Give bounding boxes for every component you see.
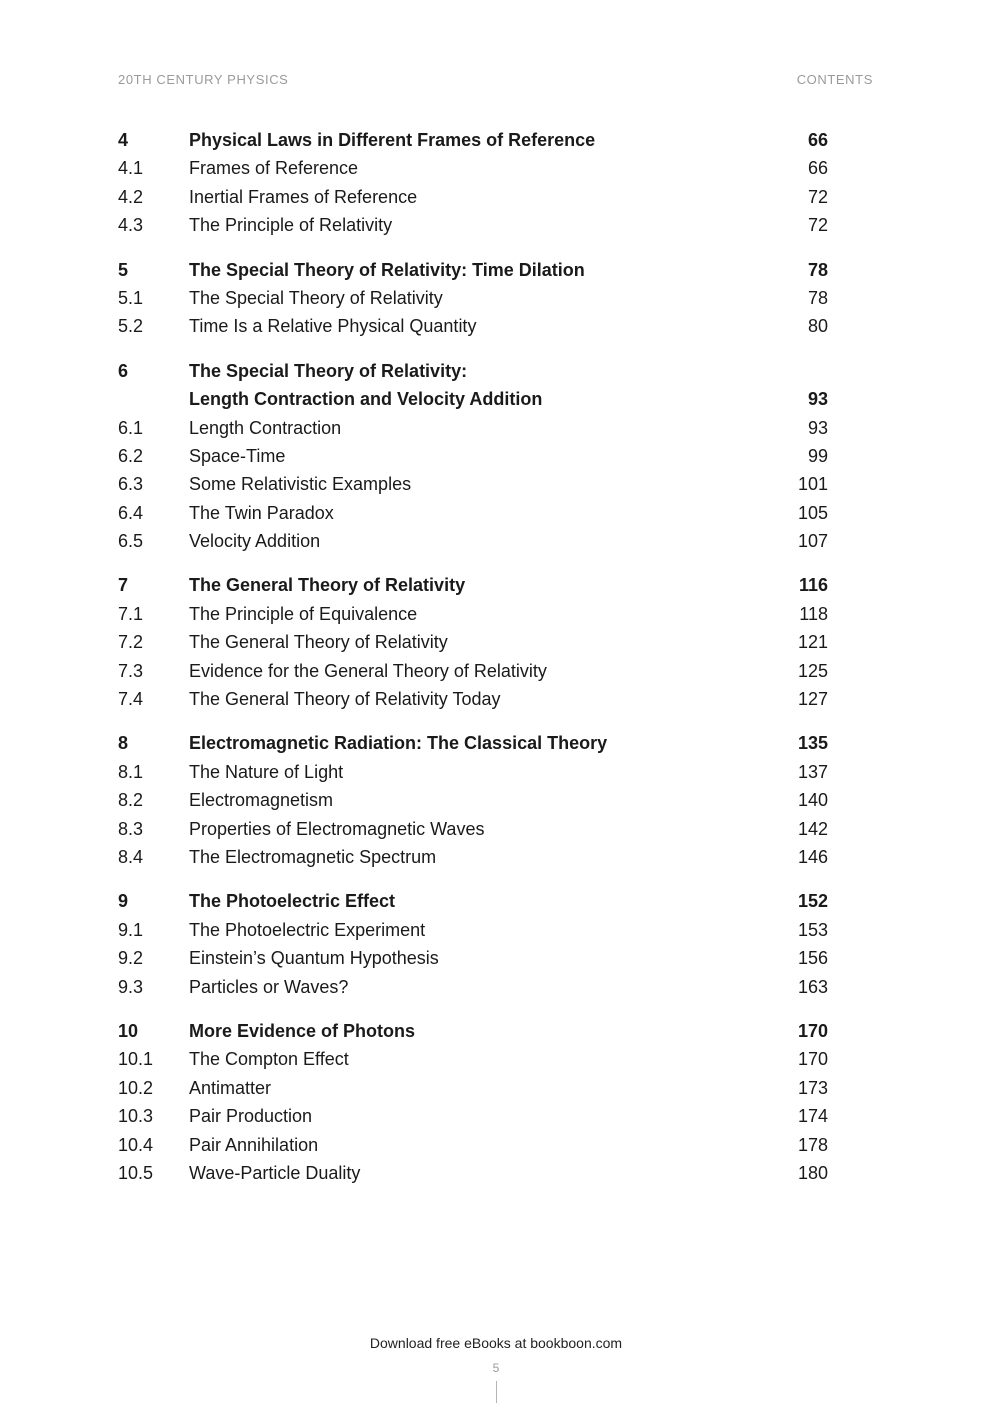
toc-entry-number: 6.2 [118, 445, 144, 466]
toc-entry-title: The Nature of Light [189, 761, 344, 782]
toc-section-entry[interactable] [118, 154, 828, 182]
toc-entry-number: 10.3 [118, 1106, 154, 1127]
toc-section-entry[interactable] [118, 499, 828, 527]
toc-entry-page: 153 [797, 919, 828, 940]
toc-entry-page: 152 [797, 891, 828, 912]
toc-entry-title: Inertial Frames of Reference [189, 186, 418, 207]
toc-section-entry[interactable] [118, 414, 828, 442]
toc-section-entry[interactable] [118, 973, 828, 1001]
toc-entry-number: 9.2 [118, 948, 144, 969]
toc-section-entry[interactable] [118, 944, 828, 972]
toc-entry-page: 142 [797, 818, 828, 839]
toc-section-entry[interactable] [118, 916, 828, 944]
toc-section-entry[interactable] [118, 312, 828, 340]
toc-entry-page: 93 [807, 389, 828, 410]
toc-entry-title: The Principle of Equivalence [189, 603, 418, 624]
toc-entry-number: 10.2 [118, 1077, 154, 1098]
toc-entry-number: 7.4 [118, 689, 144, 710]
toc-chapter-group [118, 729, 828, 871]
toc-entry-page: 118 [799, 603, 828, 624]
toc-entry-page: 163 [797, 976, 828, 997]
toc-entry-page: 135 [797, 733, 828, 754]
toc-entry-number: 7.1 [118, 603, 144, 624]
toc-chapter-entry[interactable] [118, 357, 828, 385]
table-of-contents [118, 126, 828, 1203]
toc-entry-number: 5 [118, 259, 129, 280]
toc-entry-number: 6.4 [118, 502, 144, 523]
toc-section-entry[interactable] [118, 1102, 828, 1130]
toc-entry-page: 105 [797, 502, 828, 523]
footer-divider [496, 1381, 497, 1403]
toc-chapter-entry[interactable] [118, 1017, 828, 1045]
toc-chapter-group [118, 1017, 828, 1187]
toc-section-entry[interactable] [118, 786, 828, 814]
toc-entry-page: 66 [807, 158, 828, 179]
toc-entry-title: Frames of Reference [189, 158, 359, 179]
toc-entry-page: 78 [807, 287, 828, 308]
toc-section-entry[interactable] [118, 442, 828, 470]
toc-entry-number: 8.2 [118, 790, 144, 811]
toc-entry-title: The Compton Effect [189, 1049, 349, 1070]
toc-entry-page: 156 [797, 948, 828, 969]
toc-entry-number: 9.3 [118, 976, 144, 997]
toc-entry-number: 5.2 [118, 316, 144, 337]
toc-entry-page: 101 [797, 474, 828, 495]
toc-section-entry[interactable] [118, 657, 828, 685]
toc-entry-number: 4.2 [118, 186, 144, 207]
toc-entry-title: Length Contraction and Velocity Addition [189, 389, 543, 410]
toc-entry-page: 170 [797, 1020, 828, 1041]
toc-entry-number: 10.4 [118, 1134, 154, 1155]
toc-entry-title: The Special Theory of Relativity: [189, 360, 468, 381]
toc-entry-page: 116 [798, 575, 828, 596]
toc-entry-page: 80 [807, 316, 828, 337]
toc-entry-page: 66 [807, 130, 828, 150]
toc-entry-title: The Twin Paradox [189, 502, 334, 523]
toc-entry-page: 140 [797, 790, 828, 811]
toc-entry-page: 121 [797, 632, 828, 653]
toc-entry-title: Einstein’s Quantum Hypothesis [189, 948, 439, 969]
toc-entry-title: The Special Theory of Relativity: Time Dilation [189, 259, 585, 280]
toc-entry-title: The Photoelectric Experiment [189, 919, 426, 940]
toc-entry-title: Length Contraction [189, 417, 342, 438]
toc-entry-title: The Principle of Relativity [189, 215, 393, 236]
toc-entry-number: 10.1 [118, 1049, 154, 1070]
toc-section-entry[interactable] [118, 815, 828, 843]
running-header-section: CONTENTS [796, 72, 873, 87]
toc-section-entry[interactable] [118, 758, 828, 786]
toc-entry-number: 9 [118, 891, 129, 912]
toc-entry-title: Some Relativistic Examples [189, 474, 412, 495]
toc-section-entry[interactable] [118, 685, 828, 713]
toc-entry-title: The Electromagnetic Spectrum [189, 846, 437, 867]
toc-chapter-entry[interactable] [118, 126, 828, 154]
toc-entry-page: 146 [797, 846, 828, 867]
toc-chapter-entry[interactable] [118, 887, 828, 915]
toc-entry-page: 173 [797, 1077, 828, 1098]
toc-entry-title: Electromagnetic Radiation: The Classical Theory [189, 733, 608, 754]
toc-entry-number: 7 [118, 575, 129, 596]
toc-entry-page: 174 [797, 1106, 828, 1127]
toc-chapter-entry[interactable] [118, 385, 828, 413]
toc-entry-title: Velocity Addition [189, 531, 321, 552]
toc-section-entry[interactable] [118, 600, 828, 628]
toc-entry-title: The General Theory of Relativity [189, 575, 466, 596]
toc-chapter-group [118, 126, 828, 240]
toc-section-entry[interactable] [118, 628, 828, 656]
page-number: 5 [492, 1361, 500, 1375]
toc-entry-title: The General Theory of Relativity [189, 632, 448, 653]
toc-entry-number: 4.3 [118, 215, 144, 236]
toc-entry-title: Electromagnetism [189, 790, 334, 811]
toc-entry-page: 72 [807, 186, 828, 207]
toc-chapter-entry[interactable] [118, 729, 828, 757]
toc-entry-number: 4.1 [118, 158, 144, 179]
toc-entry-page: 125 [797, 660, 828, 681]
toc-chapter-group [118, 887, 828, 1001]
toc-entry-page: 170 [797, 1049, 828, 1070]
toc-entry-page: 178 [797, 1134, 828, 1155]
toc-entry-page: 107 [797, 531, 828, 552]
toc-section-entry[interactable] [118, 211, 828, 239]
toc-section-entry[interactable] [118, 527, 828, 555]
toc-entry-number: 4 [118, 130, 129, 150]
toc-chapter-group [118, 571, 828, 713]
toc-entry-number: 10.5 [118, 1162, 154, 1183]
toc-entry-title: Physical Laws in Different Frames of Reference [189, 130, 596, 150]
toc-entry-page: 180 [797, 1162, 828, 1183]
toc-entry-title: Wave-Particle Duality [189, 1162, 361, 1183]
toc-entry-number: 6.1 [118, 417, 144, 438]
toc-entry-page: 137 [797, 761, 828, 782]
toc-section-entry[interactable] [118, 843, 828, 871]
toc-section-entry[interactable] [118, 470, 828, 498]
toc-entry-number: 8 [118, 733, 129, 754]
toc-section-entry[interactable] [118, 1131, 828, 1159]
toc-entry-title: Space-Time [189, 445, 286, 466]
toc-chapter-entry[interactable] [118, 256, 828, 284]
toc-chapter-group [118, 256, 828, 341]
toc-entry-title: More Evidence of Photons [189, 1020, 416, 1041]
toc-entry-title: Pair Production [189, 1106, 313, 1127]
toc-entry-page: 72 [807, 215, 828, 236]
toc-entry-title: The Special Theory of Relativity [189, 287, 443, 308]
toc-section-entry[interactable] [118, 1045, 828, 1073]
toc-entry-number: 8.1 [118, 761, 144, 782]
toc-entry-page: 99 [807, 445, 828, 466]
running-header-title: 20TH CENTURY PHYSICS [118, 72, 289, 87]
toc-entry-page: 127 [797, 689, 828, 710]
toc-chapter-group [118, 357, 828, 556]
toc-entry-title: Evidence for the General Theory of Relativity [189, 660, 547, 681]
toc-entry-title: Time Is a Relative Physical Quantity [189, 316, 477, 337]
toc-entry-title: Properties of Electromagnetic Waves [189, 818, 485, 839]
footer-download-link[interactable]: Download free eBooks at bookboon.com [369, 1335, 623, 1351]
toc-entry-title: Antimatter [189, 1077, 272, 1098]
toc-section-entry[interactable] [118, 1159, 828, 1187]
toc-entry-title: The General Theory of Relativity Today [189, 689, 501, 710]
toc-section-entry[interactable] [118, 183, 828, 211]
toc-entry-title: Pair Annihilation [189, 1134, 319, 1155]
toc-section-entry[interactable] [118, 284, 828, 312]
toc-entry-number: 5.1 [118, 287, 144, 308]
toc-entry-number: 7.2 [118, 632, 144, 653]
toc-entry-number: 8.3 [118, 818, 144, 839]
toc-entry-page: 93 [807, 417, 828, 438]
toc-entry-title: The Photoelectric Effect [189, 891, 396, 912]
toc-entry-number: 6 [118, 360, 129, 381]
toc-entry-number: 10 [118, 1020, 139, 1041]
toc-entry-title: Particles or Waves? [189, 976, 349, 997]
toc-entry-number: 9.1 [118, 919, 144, 940]
toc-section-entry[interactable] [118, 1074, 828, 1102]
toc-entry-number: 8.4 [118, 846, 144, 867]
toc-chapter-entry[interactable] [118, 571, 828, 599]
toc-entry-number: 7.3 [118, 660, 144, 681]
toc-entry-page: 78 [807, 259, 828, 280]
toc-entry-number: 6.3 [118, 474, 144, 495]
toc-entry-number: 6.5 [118, 531, 144, 552]
